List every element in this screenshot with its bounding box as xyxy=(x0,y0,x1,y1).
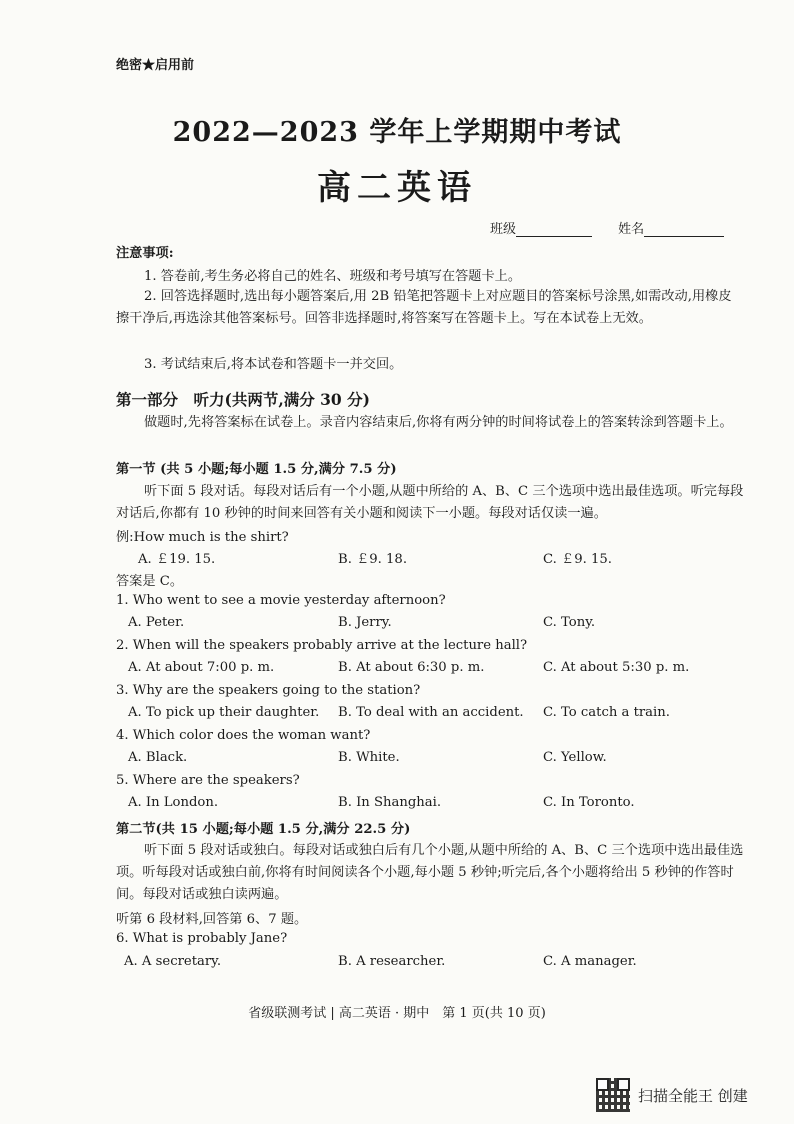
question-5-option-c: C. In Toronto. xyxy=(543,795,635,810)
section1-intro: 听下面 5 段对话。每段对话后有一个小题,从题中所给的 A、B、C 三个选项中选出最佳选项。听完每段对话后,你都有 10 秒钟的时间来回答有关小题和阅读下一小题。每段对话仅读一遍。 xyxy=(116,484,744,521)
exam-title: 2022—2023 学年上学期期中考试 xyxy=(172,117,622,148)
scanner-watermark xyxy=(596,1078,748,1112)
section2-heading: 第二节(共 15 小题;每小题 1.5 分,满分 22.5 分) xyxy=(116,822,411,837)
class-name-line xyxy=(490,218,724,237)
question-4-option-a: A. Black. xyxy=(128,750,188,765)
section2-intro: 听下面 5 段对话或独白。每段对话或独白后有几个小题,从题中所给的 A、B、C 三个选项中选出最佳选项。听每段对话或独白前,你将有时间阅读各个小题,每小题 5 秒钟;听完后,各个小题将给出 5 秒钟的作答时间。每段对话或独白读两遍。 xyxy=(116,843,744,902)
name-blank xyxy=(644,224,724,237)
qr-code-icon xyxy=(596,1078,630,1112)
name-label: 姓名 xyxy=(618,222,645,237)
question-1-option-b: B. Jerry. xyxy=(338,615,392,630)
part1-heading: 第一部分 听力(共两节,满分 30 分) xyxy=(116,390,370,409)
example-question: 例:How much is the shirt? xyxy=(116,530,289,545)
question-1-option-a: A. Peter. xyxy=(128,615,185,630)
question-4-option-b: B. White. xyxy=(338,750,400,765)
notice-item-3: 3. 考试结束后,将本试卷和答题卡一并交回。 xyxy=(144,357,403,372)
section1-heading: 第一节 (共 5 小题;每小题 1.5 分,满分 7.5 分) xyxy=(116,462,397,477)
example-option-a: A. ￡19. 15. xyxy=(138,552,216,567)
question-1: 1. Who went to see a movie yesterday afternoon? xyxy=(116,593,446,608)
question-3: 3. Why are the speakers going to the station? xyxy=(116,683,421,698)
example-option-b: B. ￡9. 18. xyxy=(338,552,408,567)
example-option-c: C. ￡9. 15. xyxy=(543,552,612,567)
question-5-option-b: B. In Shanghai. xyxy=(338,795,442,810)
question-1-option-c: C. Tony. xyxy=(543,615,596,630)
question-6-option-a: A. A secretary. xyxy=(124,954,222,969)
question-3-option-a: A. To pick up their daughter. xyxy=(128,705,320,720)
confidential-label: 绝密★启用前 xyxy=(116,58,195,73)
example-answer: 答案是 C。 xyxy=(116,574,184,589)
question-2: 2. When will the speakers probably arrive at the lecture hall? xyxy=(116,638,528,653)
notice-item-2: 2. 回答选择题时,选出每小题答案后,用 2B 铅笔把答题卡上对应题目的答案标号涂黑,如需改动,用橡皮擦干净后,再选涂其他答案标号。回答非选择题时,将答案写在答题卡上。写在本试卷上无效。 xyxy=(116,289,732,326)
page-footer: 省级联测考试 | 高二英语 · 期中 第 1 页(共 10 页) xyxy=(248,1006,546,1021)
question-5: 5. Where are the speakers? xyxy=(116,773,300,788)
question-4-option-c: C. Yellow. xyxy=(543,750,607,765)
question-4: 4. Which color does the woman want? xyxy=(116,728,371,743)
material-6-instruction: 听第 6 段材料,回答第 6、7 题。 xyxy=(116,912,308,927)
notice-heading: 注意事项: xyxy=(116,246,174,261)
question-3-option-c: C. To catch a train. xyxy=(543,705,670,720)
question-2-option-c: C. At about 5:30 p. m. xyxy=(543,660,690,675)
exam-subject: 高二英语 xyxy=(317,168,477,208)
watermark-text: 扫描全能王 创建 xyxy=(638,1086,748,1105)
question-2-option-b: B. At about 6:30 p. m. xyxy=(338,660,485,675)
question-2-option-a: A. At about 7:00 p. m. xyxy=(128,660,275,675)
notice-item-1: 1. 答卷前,考生务必将自己的姓名、班级和考号填写在答题卡上。 xyxy=(144,269,522,284)
question-6: 6. What is probably Jane? xyxy=(116,931,288,946)
class-label: 班级 xyxy=(490,222,517,237)
question-6-option-c: C. A manager. xyxy=(543,954,637,969)
question-6-option-b: B. A researcher. xyxy=(338,954,446,969)
question-5-option-a: A. In London. xyxy=(128,795,219,810)
class-blank xyxy=(516,224,592,237)
question-3-option-b: B. To deal with an accident. xyxy=(338,705,524,720)
part1-intro: 做题时,先将答案标在试卷上。录音内容结束后,你将有两分钟的时间将试卷上的答案转涂到答题卡上。 xyxy=(144,415,733,430)
